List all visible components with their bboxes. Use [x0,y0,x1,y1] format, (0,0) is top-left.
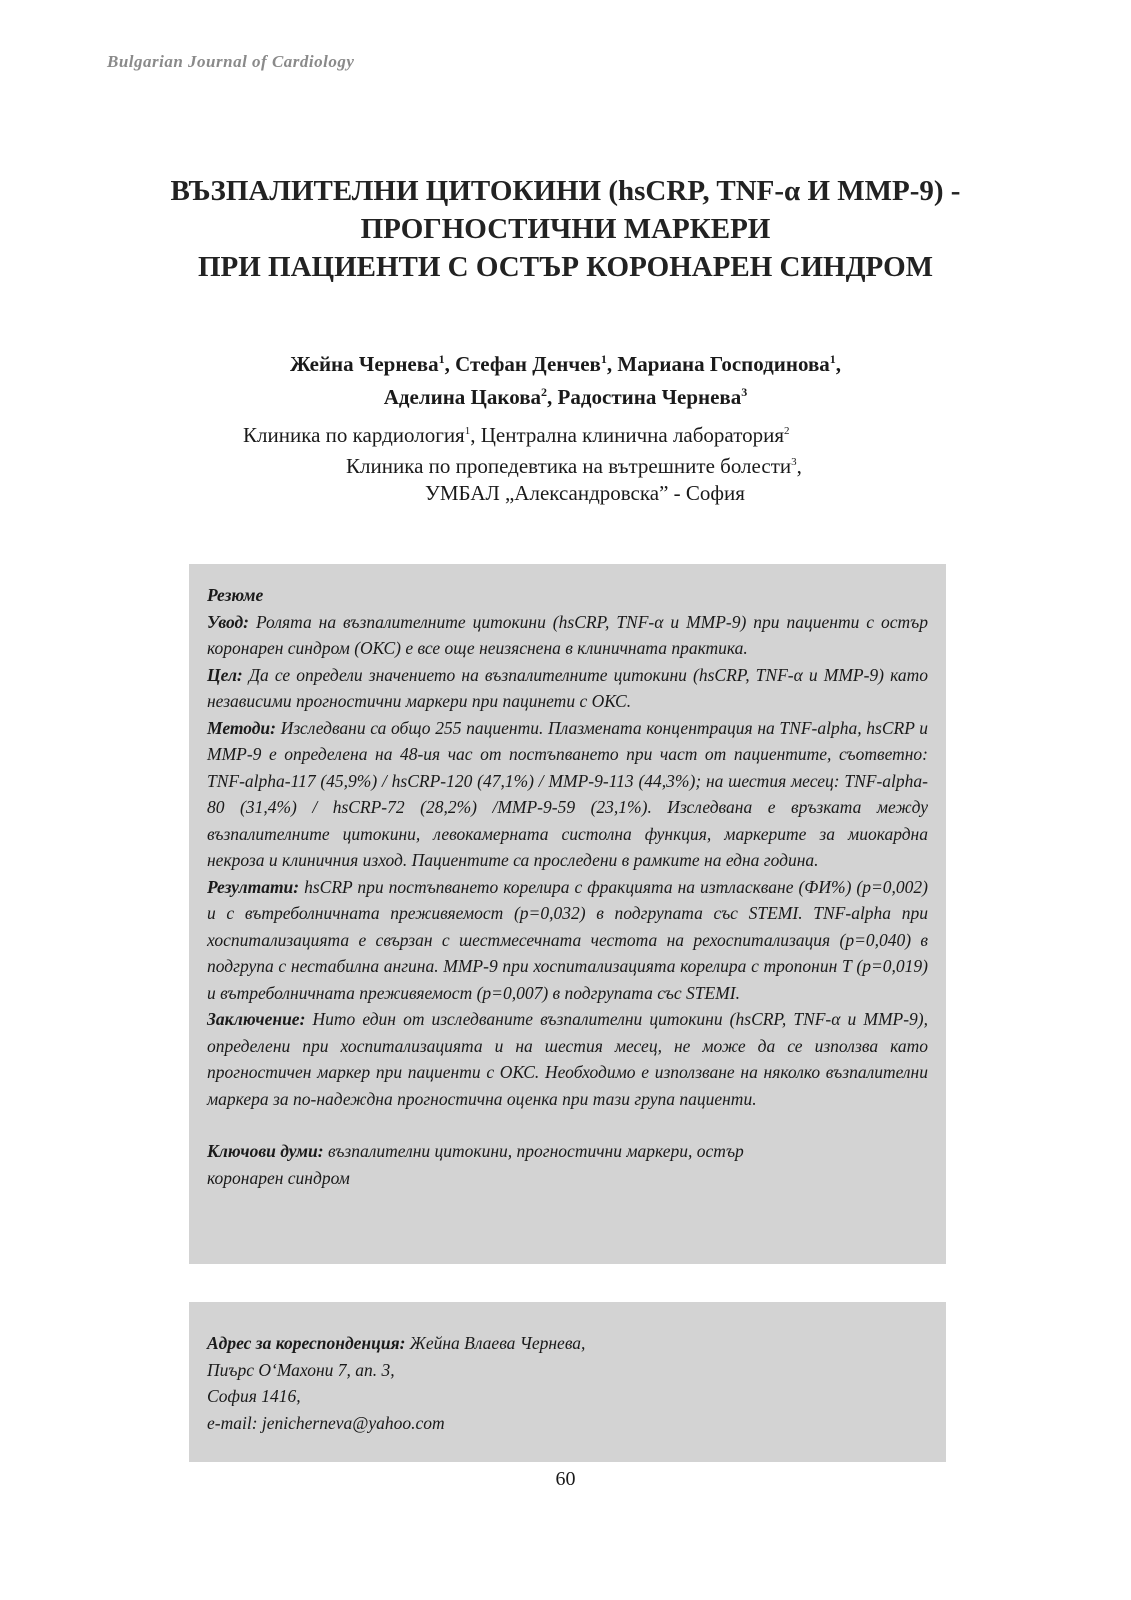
author-affiliation-mark: 2 [541,385,548,399]
correspondence-box [189,1302,946,1462]
abstract-aim: Цел: Да се определи значението на възпалителните цитокини (hsCRP, TNF-α и MMP-9) като независими прогностични маркери при пацинети с ОКС. [207,664,929,711]
title-line-2: ПРОГНОСТИЧНИ МАРКЕРИ [360,213,771,245]
title-line-1: ВЪЗПАЛИТЕЛНИ ЦИТОКИНИ (hsCRP, TNF-α И MMP-9) - [170,175,961,207]
abstract-methods: Методи: Изследвани са общо 255 пациенти. Плазмената концентрация на TNF-alpha, hsCRP и MMP-9 е определена на 48-ия час от постъпването при част от пациентите, съответно: TNF-alpha-117 (45,9%) / hsCRP-120 (47,1%) / MMP-9-113 (44,3%); на шестия месец: TNF-alpha-80 (31,4%) / hsCRP-72 (28,2%) /MMP-9-59 (23,1%). Изследвана е връзката между възпалителните цитокини, левокамерната систолна функция, маркерите за миокардна некроза и клиничния изход. Пациентите са проследени в рамките на една година. [207,717,928,870]
correspondence-line-1: Адрес за кореспонденция: Жейна Влаева Чернева, [207,1333,586,1353]
author-affiliation-mark: 1 [600,352,607,366]
author-affiliation-mark: 1 [829,352,836,366]
author-list [90,345,1041,411]
article-title [90,172,1041,286]
journal-name: Bulgarian Journal of Cardiology [107,52,355,71]
author-name: Аделина Цакова [383,385,542,409]
correspondence-street: Пиърс О‘Махони 7, ап. 3, [207,1359,395,1380]
author-affiliation-mark: 3 [741,385,748,399]
abstract-results: Резултати: hsCRP при постъпването корелира с фракцията на изтласкване (ФИ%) (p=0,002) и с вътреболничната преживяемост (p=0,032) в подгрупата със STEMI. TNF-alpha при хоспитализацията е свързан с шестмесечната честота на рехоспитализация (p=0,040) в подгрупа с нестабилна ангина. MMP-9 при хоспитализацията корелира с тропонин Т (p=0,019) и вътреболничната преживяемост (p=0,007) в подгрупата със STEMI. [207,876,928,1003]
abstract-heading: Резюме [207,585,264,605]
keywords: Ключови думи: възпалителни цитокини, прогностични маркери, остър коронарен синдром [207,1141,744,1188]
author-name: Жейна Чернева [289,352,439,376]
author-line-1: Жейна Чернева$^1$, Стефан Денчев$^1$, Мариана Господинова$^1$, [289,352,842,376]
affiliation-line-2: Клиника по пропедевтика на вътрешните болести$^3$, [346,454,802,478]
author-name: Радостина Чернева [557,385,742,409]
abstract-box [189,564,946,1264]
author-name: Мариана Господинова [617,352,830,376]
page-number: 60 [555,1468,576,1490]
author-name: Стефан Денчев [455,352,601,376]
correspondence-city: София 1416, [207,1386,301,1406]
correspondence-email: e-mail: jenicherneva@yahoo.com [207,1412,445,1433]
author-affiliation-mark: 1 [438,352,445,366]
affiliation-line-3: УМБАЛ „Александровска” - София [425,481,745,505]
abstract-conclusion: Заключение: Нито един от изследваните възпалителни цитокини (hsCRP, TNF-α и MMP-9), определени при хоспитализацията и на шестия месец, не може да се използва като прогностичен маркер при пациенти с ОКС. Необходимо е използване на няколко възпалителни маркера за по-надеждна прогностична оценка при тази група пациенти. [207,1009,928,1109]
affiliation-line-1: Клиника по кардиология$^1$, Централна клинична лаборатория$^2$ [243,423,790,447]
abstract-intro: Увод: Ролята на възпалителните цитокини (hsCRP, TNF-α и MMP-9) при пациенти с остър коронарен синдром (ОКС) е все още неизяснена в клиничната практика. [207,611,929,658]
title-line-3: ПРИ ПАЦИЕНТИ С ОСТЪР КОРОНАРЕН СИНДРОМ [197,251,934,283]
author-line-2: Аделина Цакова$^2$, Радостина Чернева$^3$ [383,385,748,409]
